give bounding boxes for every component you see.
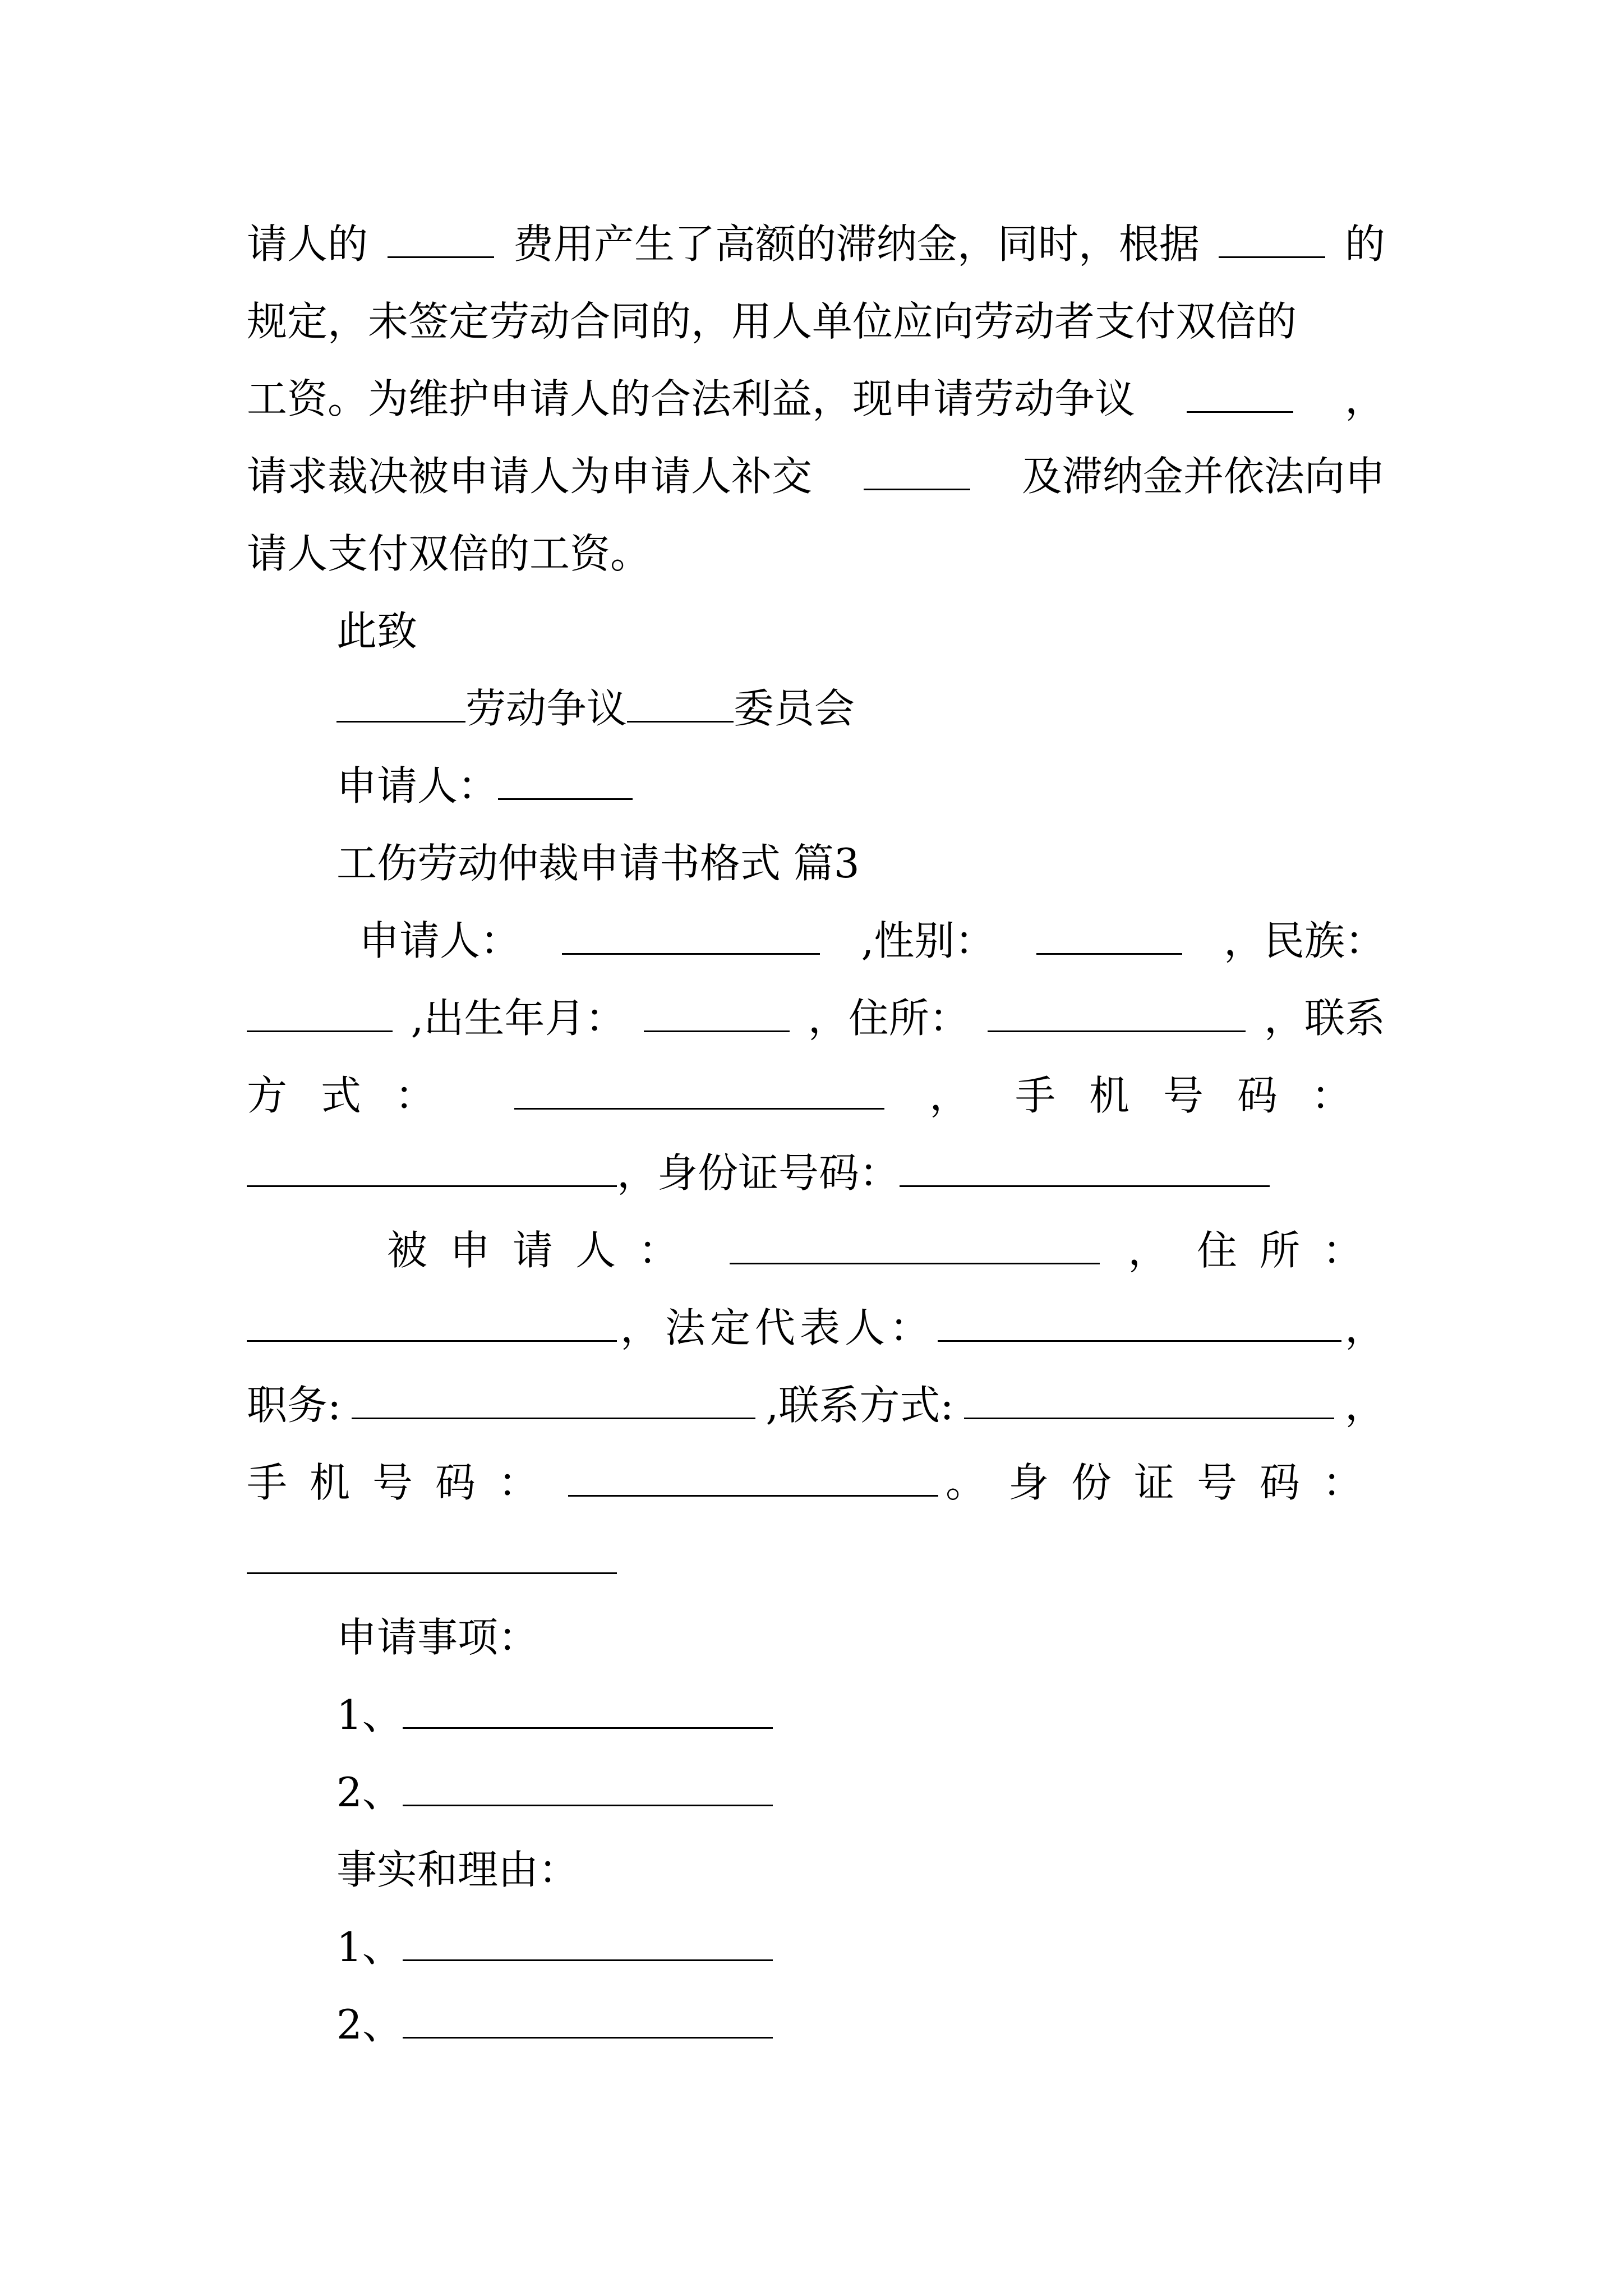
text-segment: 住所： [1196,1227,1385,1274]
fill-in-blank[interactable] [403,1770,773,1806]
claim-item-2 [336,1767,1385,1818]
form-line-17 [247,1457,1385,1508]
text-segment: ,联系方式: [766,1382,954,1429]
form-line-16 [247,1380,1385,1430]
text-segment: 被申请人： [387,1227,702,1274]
fill-in-blank[interactable] [247,1538,617,1574]
fill-in-blank[interactable] [388,222,494,258]
fill-in-blank[interactable] [562,918,820,955]
form-line-18 [247,1535,1385,1585]
text-segment: 工资。为维护申请人的合法利益，现申请劳动争议 [247,375,1136,422]
text-segment: 工伤劳动仲裁申请书格式 篇3 [336,840,860,887]
paragraph-line-5 [247,528,1385,579]
fill-in-blank[interactable] [247,1151,617,1187]
text-segment: 方式： [247,1072,469,1119]
text-segment: 手机号码： [1015,1072,1385,1119]
fill-in-blank[interactable] [514,1073,884,1110]
text-segment: 申请事项： [336,1614,539,1661]
paragraph-line-3 [247,374,1385,424]
fill-in-blank[interactable] [730,1228,1100,1264]
text-segment: 费用产生了高额的滞纳金，同时，根据 [513,220,1200,268]
form-line-15 [247,1303,1385,1353]
text-segment: ， [1128,1227,1169,1274]
form-line-12 [247,1070,1385,1121]
fill-in-blank[interactable] [988,996,1246,1032]
fill-in-blank[interactable] [864,454,970,490]
text-segment: ，民族： [1223,917,1385,964]
fill-in-blank[interactable] [1187,376,1293,413]
text-segment: 劳动争议 [465,685,628,732]
text-segment: 申请人： [359,917,521,964]
text-segment: 委员会 [734,685,855,732]
text-segment: 。身份证号码： [945,1459,1385,1506]
fill-in-blank[interactable] [403,1692,773,1729]
text-segment: 手机号码： [247,1459,561,1506]
text-segment: 申请人： [336,762,499,809]
text-segment: 此致 [336,608,418,655]
text-segment: 请人的 [247,220,368,268]
applicant-signature-line [336,761,1385,811]
text-segment: 请人支付双倍的工资。 [247,530,651,577]
paragraph-line-2 [247,296,1385,347]
form-line-11 [247,993,1385,1043]
text-segment: 的 [1344,220,1385,268]
text-segment: 及滞纳金并依法向申 [1021,453,1385,500]
fact-item-2 [336,1999,1385,2050]
text-segment: ，身份证号码： [617,1149,900,1197]
closing-salutation [336,606,1385,656]
fill-in-blank[interactable] [938,1305,1341,1342]
text-segment: ，住所： [808,995,970,1042]
section-heading [336,838,1385,889]
text-segment: 规定，未签定劳动合同的，用人单位应向劳动者支付双倍的 [247,298,1297,345]
recipient-committee [336,683,1385,734]
fill-in-blank[interactable] [352,1383,755,1419]
text-segment: ，联系 [1264,995,1385,1042]
claim-item-1 [336,1690,1385,1740]
list-number: 2、 [336,1769,403,1816]
text-segment: ,出生年月： [411,995,626,1042]
claims-heading [336,1612,1385,1663]
fill-in-blank[interactable] [336,686,465,723]
fill-in-blank[interactable] [403,2002,773,2039]
text-segment: ， [1344,1304,1385,1351]
text-segment: 请求裁决被申请人为申请人补交 [247,453,813,500]
fill-in-blank[interactable] [568,1460,938,1497]
text-segment: ，法定代表人： [620,1304,934,1351]
fill-in-blank[interactable] [1036,918,1182,955]
text-segment: ， [1344,1382,1385,1429]
fill-in-blank[interactable] [498,763,633,800]
form-line-10 [359,915,1385,966]
form-line-13 [247,1148,1385,1198]
fill-in-blank[interactable] [964,1383,1334,1419]
text-segment: ， [1344,375,1385,422]
paragraph-line-1 [247,219,1385,269]
fill-in-blank[interactable] [1219,222,1325,258]
list-number: 1、 [336,1924,403,1971]
text-segment: 职务: [247,1382,342,1429]
text-segment: 事实和理由： [336,1846,579,1893]
list-number: 2、 [336,2001,403,2048]
fill-in-blank[interactable] [247,1305,617,1342]
text-segment: ， [929,1072,970,1119]
fill-in-blank[interactable] [403,1925,773,1961]
list-number: 1、 [336,1691,403,1738]
text-segment: ,性别： [861,917,995,964]
facts-heading [336,1844,1385,1895]
fill-in-blank[interactable] [627,686,734,723]
fact-item-1 [336,1922,1385,1972]
paragraph-line-4 [247,451,1385,501]
fill-in-blank[interactable] [247,996,393,1032]
fill-in-blank[interactable] [900,1151,1270,1187]
form-line-14 [387,1225,1385,1276]
fill-in-blank[interactable] [644,996,790,1032]
